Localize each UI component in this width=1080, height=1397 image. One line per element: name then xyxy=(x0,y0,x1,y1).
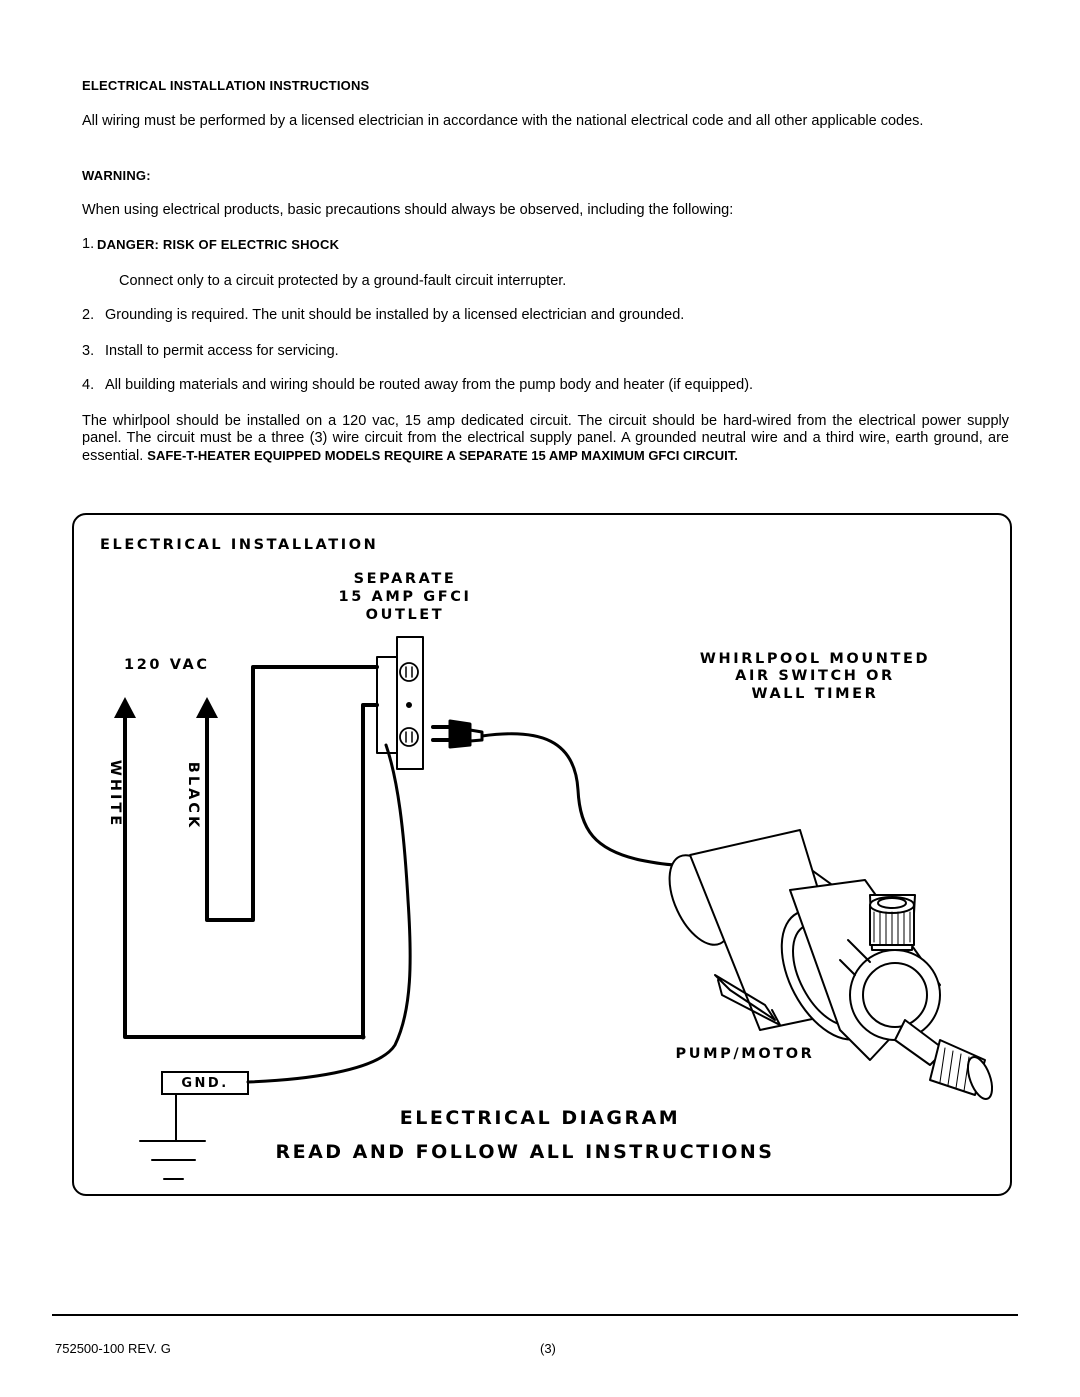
plug-body xyxy=(450,721,470,747)
list-item-1-text: Connect only to a circuit protected by a ground-fault circuit interrupter. xyxy=(119,273,567,289)
ground-label-box: GND. xyxy=(161,1071,249,1095)
switch-label-line-2: AIR SWITCH OR xyxy=(735,668,895,684)
instructions-heading: ELECTRICAL INSTALLATION INSTRUCTIONS xyxy=(82,78,370,93)
list-item-2-number: 2. xyxy=(82,307,95,323)
outlet-screw xyxy=(407,703,412,708)
list-item-2-text: Grounding is required. The unit should be installed by a licensed electrician and grounded. xyxy=(105,307,685,323)
intro-paragraph: All wiring must be performed by a licensed electrician in accordance with the national electrical code and all other applicable codes. xyxy=(82,113,924,129)
switch-label-line-1: WHIRLPOOL MOUNTED xyxy=(699,651,931,667)
diagram-caption-title: ELECTRICAL DIAGRAM xyxy=(399,1107,681,1129)
warning-heading: WARNING: xyxy=(82,168,151,183)
outlet-label-line-3: OUTLET xyxy=(365,607,445,623)
pump-motor-label: PUMP/MOTOR xyxy=(675,1046,815,1062)
list-item-3-number: 3. xyxy=(82,343,95,359)
vac-label: 120 VAC xyxy=(124,657,210,673)
diagram-title: ELECTRICAL INSTALLATION xyxy=(100,537,379,553)
list-item-4-text: All building materials and wiring should be routed away from the pump body and heater (if equipped). xyxy=(105,377,754,393)
black-wire xyxy=(207,667,377,920)
list-item-3-text: Install to permit access for servicing. xyxy=(105,343,339,359)
white-arrow xyxy=(114,697,136,718)
black-wire-label: BLACK xyxy=(185,761,201,831)
switch-label-line-3: WALL TIMER xyxy=(751,686,879,702)
closing-text: The whirlpool should be installed on a 120 vac, 15 amp dedicated circuit. The circuit should be hard-wired from the electrical power supply panel. The circuit must be a three (3) wire circuit from the electrical supply panel. A grounded neutral wire and a third wire, earth ground, are essential. xyxy=(82,413,1009,464)
document-number: 752500-100 REV. G xyxy=(55,1341,171,1356)
plug-prongs xyxy=(433,727,450,740)
outlet-label-line-2: 15 AMP GFCI xyxy=(338,589,472,605)
footer-rule xyxy=(52,1314,1018,1316)
diagram-caption-subtitle: READ AND FOLLOW ALL INSTRUCTIONS xyxy=(275,1141,775,1163)
outlet-box xyxy=(377,657,397,753)
ground-wire xyxy=(248,745,410,1082)
black-arrow xyxy=(196,697,218,718)
warning-text: When using electrical products, basic precautions should always be observed, including the following: xyxy=(82,202,734,218)
page-number: (3) xyxy=(540,1341,556,1356)
closing-bold-text: SAFE-T-HEATER EQUIPPED MODELS REQUIRE A SEPARATE 15 AMP MAXIMUM GFCI CIRCUIT. xyxy=(147,448,738,463)
list-item-4-number: 4. xyxy=(82,377,95,393)
white-wire-label: WHITE xyxy=(107,759,123,829)
danger-heading: DANGER: RISK OF ELECTRIC SHOCK xyxy=(97,237,340,252)
power-cord xyxy=(482,734,705,865)
list-item-1-number: 1. xyxy=(82,236,95,252)
outlet-label-line-1: SEPARATE xyxy=(353,571,457,587)
